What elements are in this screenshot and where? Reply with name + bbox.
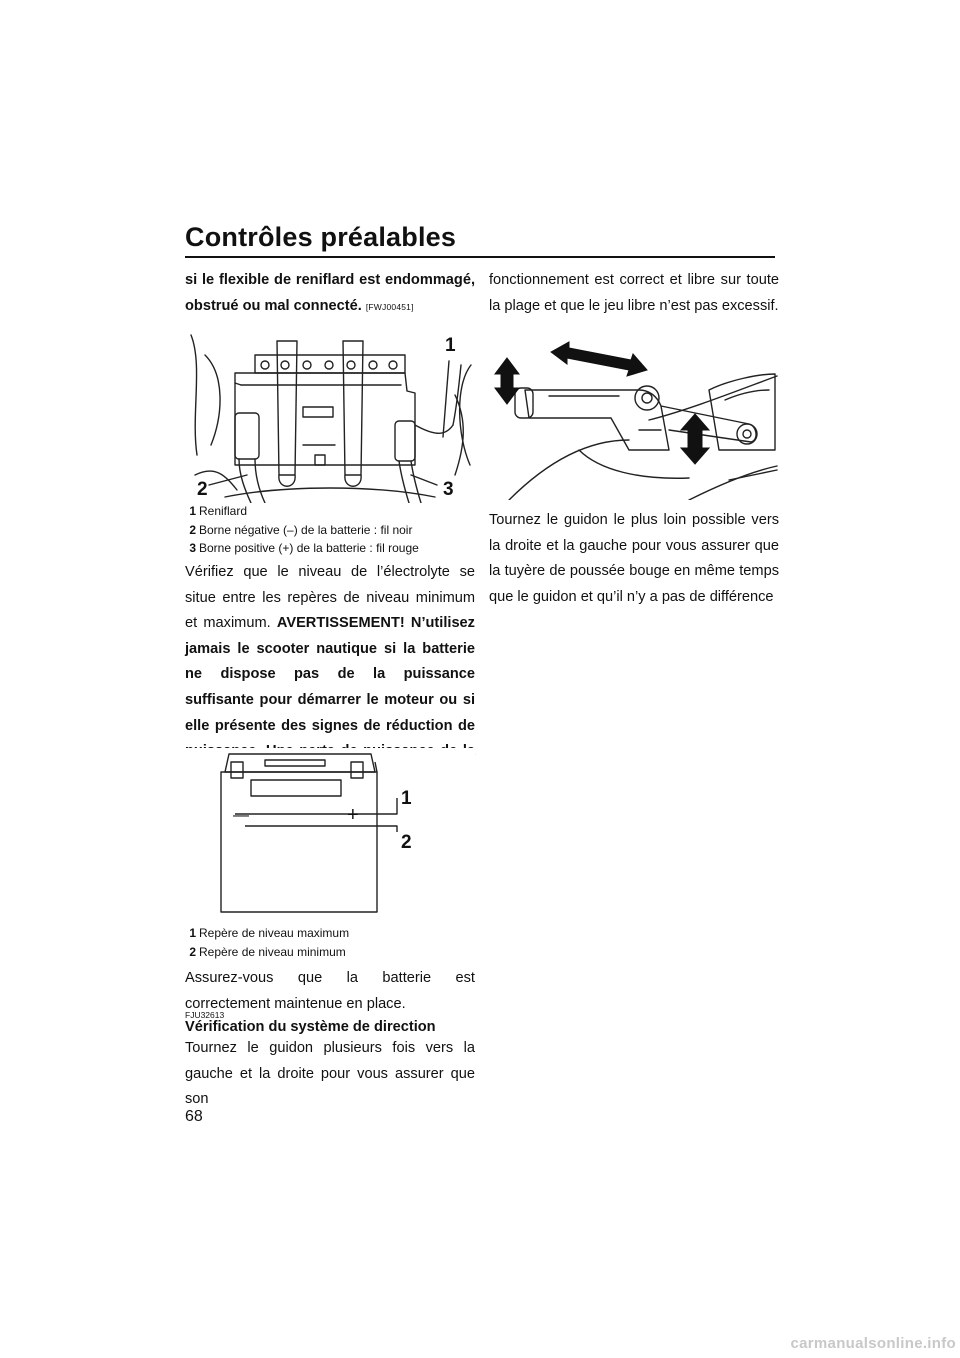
legend-item: 1 Reniflard (189, 504, 248, 518)
steering-paragraph: Tournez le guidon plusieurs fois vers la gauche et la droite pour vous assurer que son (185, 1040, 475, 1108)
callout-1: 1 (445, 335, 456, 356)
battery-mount-paragraph: Assurez-vous que la batterie est correctement maintenue en place. (185, 970, 475, 1012)
callout-1: 1 (401, 788, 412, 809)
intro-warning-text (185, 268, 475, 320)
battery-warning-code: [FWJ01240] (253, 798, 301, 809)
page-title: Contrôles préalables (185, 222, 457, 252)
steering-continued-paragraph: fonctionnement est correct et libre sur toute la plage et que le jeu libre n’est pas excessif. (489, 272, 779, 314)
title-divider (185, 256, 775, 258)
intro-warning-bold: si le flexible de reniflard est endommagé, obstrué ou mal connecté. (185, 272, 475, 314)
page-number: 68 (185, 1108, 203, 1125)
nozzle-check-paragraph: Tournez le guidon le plus loin possible vers la droite et la gauche pour vous assurer que la tuyère de poussée bouge en même temps que le guidon et qu’il n’y a pas de différence (489, 512, 779, 605)
electrolyte-text: Vérifiez que le niveau de l’électrolyte se situe entre les repères de niveau minimum et maximum. (185, 564, 475, 632)
legend-item: 2 Repère de niveau minimum (189, 944, 346, 959)
legend-item: 1 Repère de niveau maximum (189, 926, 350, 940)
section-code: FJU32613 (185, 1010, 225, 1020)
battery-warning-text: AVERTISSEMENT! N’utilisez jamais le scooter nautique si la batterie ne dispose pas de la puissance suffisante pour démarrer le moteur ou si elle présente des signes de réduction de puissance. Une perte de puissance de la batterie peut vous mettre en état de détresse. (185, 615, 475, 811)
callout-2: 2 (401, 832, 412, 853)
plus-sign: + (347, 804, 359, 826)
legend-item: 2 Borne négative (–) de la batterie : fil noir (189, 522, 413, 537)
battery-breather-illustration (185, 325, 475, 503)
figure2-legend (185, 924, 475, 961)
intro-warning-code: [FWJ00451] (365, 301, 414, 312)
handlebar-steering-illustration (489, 330, 779, 500)
figure1-legend (185, 502, 475, 558)
watermark: carmanualsonline.info (790, 1335, 956, 1352)
legend-item: 3 Borne positive (+) de la batterie : fil rouge (189, 541, 419, 555)
section-heading: Vérification du système de direction (185, 1019, 436, 1035)
battery-level-illustration (185, 748, 475, 920)
callout-3: 3 (443, 479, 454, 500)
minus-sign: — (233, 807, 249, 824)
callout-2: 2 (197, 479, 208, 500)
